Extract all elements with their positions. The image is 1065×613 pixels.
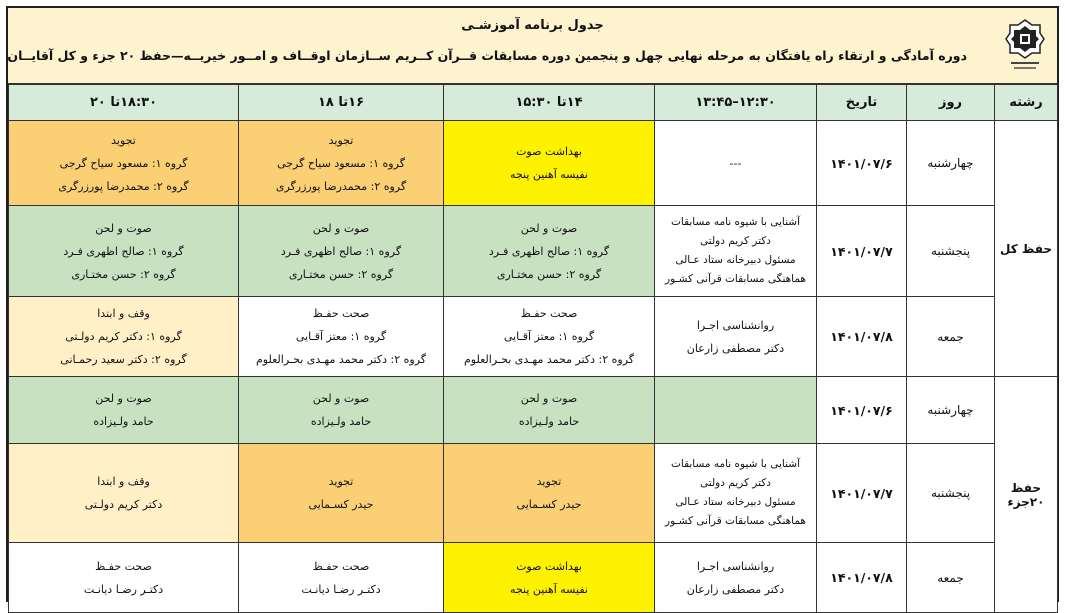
date-cell: ۱۴۰۱/۰۷/۷ (817, 206, 907, 297)
session-detail: مسئول دبیرخانه ستاد عـالی (675, 496, 796, 508)
session-cell-slot3 (239, 297, 444, 377)
session-cell-slot2 (444, 121, 655, 206)
session-detail: دکتر مصطفی زارعان (686, 582, 785, 596)
session-detail: نفیسه آهنین پنجه (510, 582, 588, 596)
session-detail: حیدر کسـمایی (516, 498, 582, 511)
session-title: وقف و ابتدا (97, 475, 150, 488)
header-row (9, 85, 1058, 121)
day-cell: چهارشنبه (907, 121, 995, 206)
session-cell-slot2 (444, 444, 655, 543)
session-title: بهداشت صوت (516, 145, 582, 158)
session-detail: گروه ۲: حسن مختـاری (288, 267, 394, 281)
session-title: تجوید (328, 133, 354, 147)
date-cell: ۱۴۰۱/۰۷/۶ (817, 377, 907, 444)
session-detail: حیدر کسـمایی (308, 498, 374, 511)
session-title: آشنایی با شیوه نامه مسابقات (670, 458, 800, 470)
session-title: صوت و لحن (520, 392, 578, 405)
session-cell-slot3 (239, 543, 444, 613)
page-title: جدول برنامه آموزشـی (461, 18, 604, 33)
session-title: آشنایی با شیوه نامه مسابقات (670, 216, 800, 228)
date-cell: ۱۴۰۱/۰۷/۷ (817, 444, 907, 543)
session-title: صوت و لحن (312, 221, 370, 235)
header-day: روز (907, 85, 995, 121)
session-detail: گروه ۲: حسن مختـاری (71, 267, 176, 281)
session-detail: حامد ولـیزاده (93, 415, 154, 428)
session-title: وقف و ابتدا (97, 307, 150, 320)
session-detail: دکتر کریم دولتی (700, 477, 771, 489)
date-cell: ۱۴۰۱/۰۷/۶ (817, 121, 907, 206)
session-title: صحت حفـظ (312, 559, 370, 573)
session-title: صوت و لحن (312, 392, 370, 405)
session-detail: دکتـر رضـا دیانـت (83, 582, 164, 596)
session-title: تجوید (536, 475, 562, 488)
session-cell-slot3 (239, 444, 444, 543)
session-title: تجوید (328, 475, 354, 488)
session-cell-slot1 (655, 444, 817, 543)
session-cell-slot1 (655, 543, 817, 613)
session-detail: دکتـر رضـا دیانـت (301, 582, 381, 596)
session-detail: گروه ۱: دکتر کریم دولـتی (65, 330, 182, 343)
session-cell-slot2 (444, 377, 655, 444)
session-cell-slot1 (655, 297, 817, 377)
header-date: تاریخ (817, 85, 907, 121)
table-row (9, 377, 1058, 444)
session-cell-slot4 (9, 377, 239, 444)
header-slot3: ۱۶تا ۱۸ (239, 85, 444, 121)
category-label: حفظ ۲۰جزء (1007, 480, 1045, 509)
session-detail: گروه ۲: دکتر محمد مهـدی بحـرالعلوم (463, 353, 635, 366)
table-row (9, 206, 1058, 297)
session-detail: گروه ۱: صالح اظهری فـرد (280, 244, 402, 258)
table-row (9, 297, 1058, 377)
schedule-body (9, 121, 1058, 613)
header-slot2: ۱۴تا ۱۵:۳۰ (444, 85, 655, 121)
session-cell-slot3 (239, 377, 444, 444)
category-label: حفظ کل (999, 241, 1052, 256)
session-detail: گروه ۱: صالح اظهری فـرد (63, 244, 184, 258)
day-cell: پنجشنبه (907, 444, 995, 543)
session-title: صوت و لحن (95, 392, 152, 405)
session-detail: هماهنگی مسابقات قرآنی کشـور (665, 273, 806, 285)
date-cell: ۱۴۰۱/۰۷/۸ (817, 297, 907, 377)
session-title: --- (729, 156, 742, 170)
table-row (9, 444, 1058, 543)
session-cell-slot1 (655, 377, 817, 444)
session-detail: گروه ۱: صالح اظهری فـرد (488, 244, 610, 258)
page-subtitle: دوره آمادگی و ارتقاء راه یافتگان به مرحله نهایی چهل و پنجمین دوره مسابقات قــرآن کــریم ســازمان اوقــاف و امــور خیریــه—حفظ ۲۰ جزء و کل آقایــان (7, 48, 967, 63)
table-row (9, 543, 1058, 613)
session-cell-slot2 (444, 206, 655, 297)
day-cell: پنجشنبه (907, 206, 995, 297)
category-cell (995, 377, 1058, 613)
session-detail: گروه ۱: مسعود سیاح گرجی (277, 156, 405, 170)
day-cell: جمعه (907, 297, 995, 377)
session-cell-slot3 (239, 121, 444, 206)
session-title: روانشناسی اجـرا (696, 559, 775, 573)
session-detail: دکتر مصطفی زارعان (686, 341, 785, 355)
schedule-frame (6, 6, 1059, 602)
session-title: صوت و لحن (95, 221, 152, 235)
schedule-table (8, 84, 1058, 613)
session-detail: حامد ولـیزاده (518, 415, 580, 428)
category-cell (995, 121, 1058, 377)
day-cell: چهارشنبه (907, 377, 995, 444)
session-detail: گروه ۱: معتز آقـایی (503, 330, 595, 343)
header-slot4: ۱۸:۳۰تا ۲۰ (9, 85, 239, 121)
session-detail: گروه ۲: محمدرضا پورزرگری (275, 179, 407, 193)
session-detail: گروه ۲: حسن مختـاری (496, 267, 602, 281)
emblem-icon (1005, 18, 1045, 74)
session-detail: حامد ولـیزاده (310, 415, 372, 428)
session-title: صحت حفـظ (312, 307, 370, 320)
session-detail: گروه ۲: دکتر محمد مهـدی بحـرالعلوم (255, 353, 427, 366)
session-detail: دکتر کریم دولـتی (84, 498, 163, 511)
session-detail: مسئول دبیرخانه ستاد عـالی (675, 254, 796, 266)
session-title: تجوید (111, 133, 136, 147)
session-cell-slot1 (655, 121, 817, 206)
day-cell: جمعه (907, 543, 995, 613)
session-detail: گروه ۲: محمدرضا پورزرگری (58, 179, 189, 193)
session-title: روانشناسی اجـرا (696, 318, 775, 332)
session-cell-slot2 (444, 543, 655, 613)
session-title: صحت حفـظ (520, 307, 578, 320)
session-detail: دکتر کریم دولتی (700, 235, 771, 247)
session-detail: گروه ۱: معتز آقـایی (295, 330, 387, 343)
session-cell-slot4 (9, 206, 239, 297)
session-cell-slot3 (239, 206, 444, 297)
session-cell-slot4 (9, 121, 239, 206)
session-title: صوت و لحن (520, 221, 578, 235)
session-detail: هماهنگی مسابقات قرآنی کشـور (665, 515, 806, 527)
session-cell-slot4 (9, 297, 239, 377)
header-category: رشته (995, 85, 1058, 121)
date-cell: ۱۴۰۱/۰۷/۸ (817, 543, 907, 613)
session-cell-slot4 (9, 543, 239, 613)
session-cell-slot2 (444, 297, 655, 377)
session-detail: گروه ۲: دکتر سعید رحمـانی (60, 353, 187, 366)
session-cell-slot1 (655, 206, 817, 297)
session-cell-slot4 (9, 444, 239, 543)
session-title: بهداشت صوت (516, 559, 582, 573)
table-row (9, 121, 1058, 206)
header (8, 8, 1057, 84)
session-title: صحت حفـظ (95, 559, 152, 573)
session-detail: گروه ۱: مسعود سیاح گرجی (59, 156, 188, 170)
session-detail: نفیسه آهنین پنجه (510, 168, 588, 181)
header-slot1: ۱۲:۳۰–۱۳:۴۵ (655, 85, 817, 121)
